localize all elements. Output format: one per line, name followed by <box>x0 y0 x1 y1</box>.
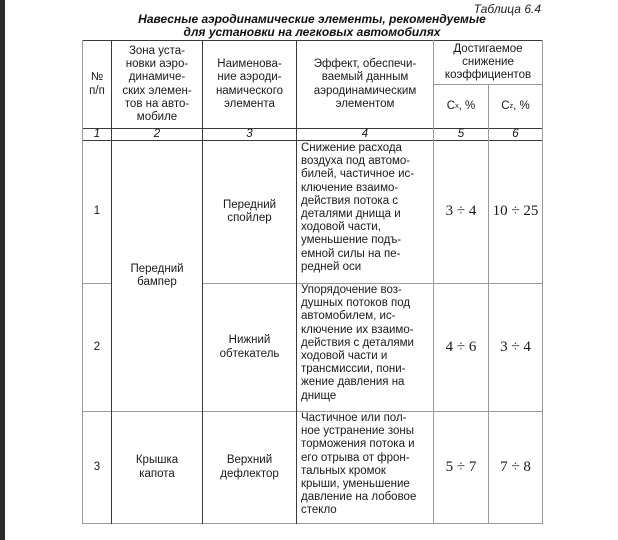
header-name: Наименова- ние аэроди- намического элемента <box>215 58 284 110</box>
column-number-5: 5 <box>457 127 465 140</box>
header-cx-unit: , % <box>458 99 476 112</box>
header-cz-base: C <box>501 99 510 112</box>
header-num: № п/п <box>89 71 105 97</box>
cx-cell: 4 ÷ 6 <box>445 338 477 355</box>
header-cx-base: C <box>446 99 456 112</box>
cz-cell: 7 ÷ 8 <box>500 458 531 475</box>
header-reduction: Достигаемое снижение коэффициентов <box>444 42 532 82</box>
effect-cell: Упорядочение воз- душных потоков под автомобилем, ис- ключение их взаимо- действия с деталями ходовой части и трансмиссии, пони- жение давления на днище <box>301 284 414 402</box>
element-name-cell: Нижний обтекатель <box>219 334 280 360</box>
cx-cell: 5 ÷ 7 <box>445 458 477 475</box>
header-effect: Эффект, обеспечи- ваемый данным аэродинамическим элементом <box>313 58 417 110</box>
effect-cell: Снижение расхода воздуха под автомо- билей, частичное ис- ключение взаимо- действия потока с деталями днища и ходовой части, уменьшение подъ- емной силы на пе- редней оси <box>301 142 415 273</box>
table-border-bottom <box>82 523 543 524</box>
cx-cell: 3 ÷ 4 <box>445 203 477 220</box>
zone-cell: Крышка капота <box>135 454 179 480</box>
zone-cell-merged: Передний бампер <box>130 262 184 288</box>
column-number-2: 2 <box>153 127 161 140</box>
header-zone: Зона уста- новки аэро- динамиче- ских элемен- тов на авто- мобиле <box>122 44 192 123</box>
header-cx-sub: x <box>455 102 459 110</box>
row-number: 1 <box>93 205 101 218</box>
element-name-cell: Передний спойлер <box>222 198 277 224</box>
header-cz-unit: , % <box>513 99 530 112</box>
element-name-cell: Верхний дефлектор <box>220 454 279 480</box>
cz-cell: 3 ÷ 4 <box>500 338 531 355</box>
table-title-line-2: для установки на легковых автомобилях <box>183 25 441 39</box>
effect-cell: Частичное или пол- ное устранение зоны торможения потока и его отрыва от фрон- тальных кромок крыши, уменьшение давление на лобовое стекло <box>301 412 417 517</box>
column-number-3: 3 <box>246 127 253 140</box>
table-border-right <box>542 40 543 524</box>
row-number: 3 <box>93 460 101 473</box>
column-number-4: 4 <box>361 127 369 140</box>
cz-cell: 10 ÷ 25 <box>492 203 539 220</box>
table-label: Таблица 6.4 <box>473 2 541 16</box>
header-cz <box>489 85 542 128</box>
column-number-6: 6 <box>512 127 519 140</box>
column-number-1: 1 <box>93 127 101 140</box>
header-cz-sub: z <box>509 102 514 110</box>
header-cx <box>434 85 488 128</box>
left-edge-strip <box>0 0 5 540</box>
table-title <box>82 13 542 39</box>
row-number: 2 <box>93 340 101 353</box>
table-title-line-1: Навесные аэродинамические элементы, рекомендуемые <box>138 12 486 26</box>
